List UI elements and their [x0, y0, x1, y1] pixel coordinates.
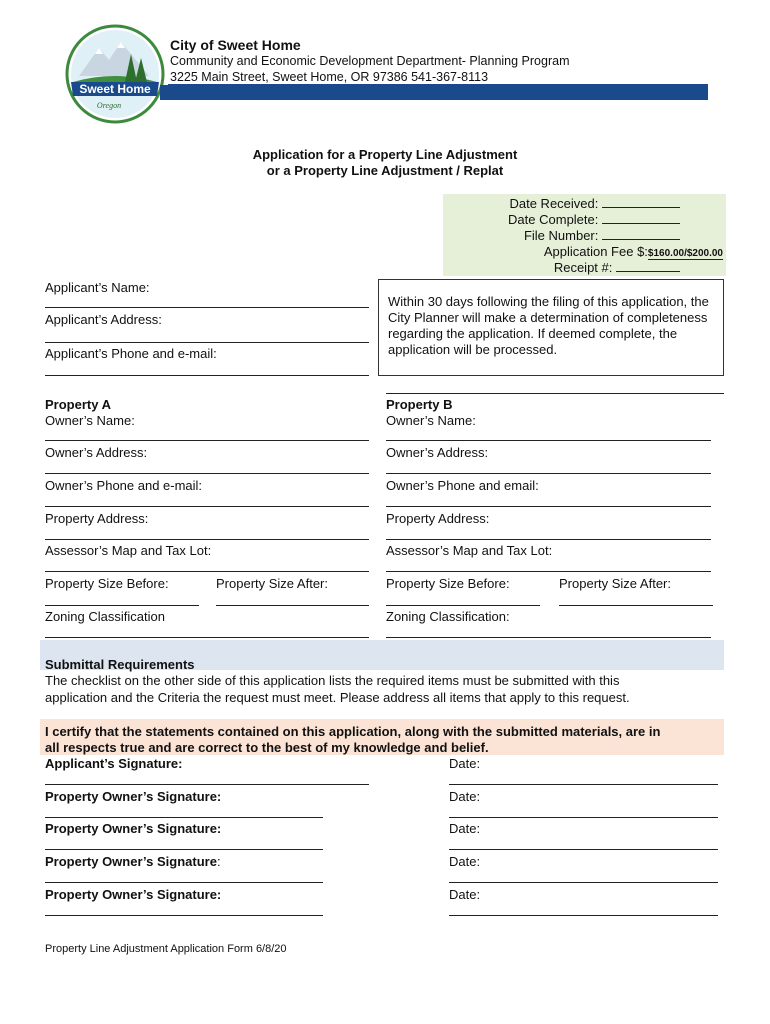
logo-text: Sweet Home: [79, 82, 151, 96]
application-fee-value: $160.00/$200.00: [647, 248, 723, 259]
certify-text-line2: all respects true and are correct to the best of my knowledge and belief.: [45, 740, 489, 755]
property-b-zoning-label: Zoning Classification:: [386, 609, 510, 624]
owner-date-field-4[interactable]: [449, 915, 718, 916]
owner-date-field-2[interactable]: [449, 849, 718, 850]
owner-signature-label-3-colon: :: [216, 854, 221, 869]
org-address: 3225 Main Street, Sweet Home, OR 97386 541-367-8113: [170, 70, 489, 84]
file-number-field[interactable]: [602, 228, 680, 240]
file-number-row: [524, 228, 680, 244]
property-a-size-before-field[interactable]: [45, 605, 199, 606]
applicant-name-label: Applicant’s Name:: [45, 280, 150, 295]
property-b-owner-name-label: Owner’s Name:: [386, 413, 476, 428]
applicant-address-label: Applicant’s Address:: [45, 312, 162, 327]
property-b-map-tax-lot-field[interactable]: [386, 571, 711, 572]
property-a-zoning-field[interactable]: [45, 637, 369, 638]
date-complete-row: [508, 212, 680, 228]
certify-text-line1: I certify that the statements contained on this application, along with the submitted materials, are in: [45, 724, 661, 739]
completeness-note-box: [378, 279, 724, 376]
file-number-label: File Number:: [523, 228, 599, 243]
owner-date-label-1: Date:: [449, 789, 481, 804]
property-b-heading: Property B: [386, 397, 453, 412]
date-received-field[interactable]: [602, 196, 680, 208]
owner-signature-label-3: [45, 854, 221, 870]
office-use-box: [443, 194, 726, 276]
property-a-zoning-label: Zoning Classification: [45, 609, 165, 624]
property-a-owner-phone-label: Owner’s Phone and e-mail:: [45, 478, 203, 493]
owner-signature-field-2[interactable]: [45, 849, 323, 850]
applicant-date-field[interactable]: [449, 784, 718, 785]
logo-subtext: Oregon: [96, 101, 122, 110]
form-title-line2: or a Property Line Adjustment / Replat: [266, 163, 504, 178]
property-a-owner-name-field[interactable]: [45, 440, 369, 441]
receipt-label: Receipt #:: [553, 260, 613, 275]
property-b-owner-address-field[interactable]: [386, 473, 711, 474]
owner-date-label-2: Date:: [449, 821, 481, 836]
property-a-owner-address-field[interactable]: [45, 473, 369, 474]
property-b-size-after-label: Property Size After:: [559, 576, 671, 591]
receipt-row: [554, 260, 680, 276]
org-name: City of Sweet Home: [170, 37, 301, 53]
owner-signature-field-1[interactable]: [45, 817, 323, 818]
completeness-note: Within 30 days following the filing of this application, the City Planner will make a determination of completeness regarding the application. If deemed complete, the application will be processed.: [388, 294, 709, 357]
applicant-signature-field[interactable]: [45, 784, 369, 785]
owner-date-label-3: Date:: [449, 854, 481, 869]
owner-date-field-1[interactable]: [449, 817, 718, 818]
property-b-size-before-field[interactable]: [386, 605, 540, 606]
application-fee-label: Application Fee $:: [543, 244, 648, 259]
date-complete-label: Date Complete:: [508, 212, 599, 227]
header-bar: [160, 85, 708, 100]
applicant-name-field[interactable]: [45, 307, 369, 308]
property-a-address-label: Property Address:: [45, 511, 149, 526]
property-a-owner-address-label: Owner’s Address:: [45, 445, 148, 460]
applicant-address-field[interactable]: [45, 342, 369, 343]
property-b-address-label: Property Address:: [386, 511, 490, 526]
receipt-field[interactable]: [616, 260, 680, 272]
applicant-phone-label: Applicant’s Phone and e-mail:: [45, 346, 217, 361]
applicant-signature-label: Applicant’s Signature:: [45, 756, 183, 771]
date-received-label: Date Received:: [509, 196, 599, 211]
org-department: Community and Economic Development Department- Planning Program: [170, 54, 570, 68]
form-title-line1: Application for a Property Line Adjustment: [252, 147, 518, 162]
owner-date-label-4: Date:: [449, 887, 481, 902]
property-b-map-tax-lot-label: Assessor’s Map and Tax Lot:: [386, 543, 553, 558]
property-a-heading: Property A: [45, 397, 111, 412]
property-a-size-after-label: Property Size After:: [216, 576, 328, 591]
property-b-zoning-field[interactable]: [386, 637, 711, 638]
submittal-heading: Submittal Requirements: [45, 657, 195, 672]
applicant-phone-field[interactable]: [45, 375, 369, 376]
owner-date-field-3[interactable]: [449, 882, 718, 883]
property-b-address-field[interactable]: [386, 539, 711, 540]
property-a-owner-phone-field[interactable]: [45, 506, 369, 507]
date-received-row: [509, 196, 680, 212]
property-b-owner-phone-label: Owner’s Phone and email:: [386, 478, 539, 493]
owner-signature-label-1: Property Owner’s Signature:: [45, 789, 222, 804]
section-rule: [386, 393, 724, 394]
owner-signature-label-4: Property Owner’s Signature:: [45, 887, 222, 902]
property-a-address-field[interactable]: [45, 539, 369, 540]
owner-signature-label-3-text: Property Owner’s Signature: [45, 854, 217, 869]
property-b-size-after-field[interactable]: [559, 605, 713, 606]
property-a-size-before-label: Property Size Before:: [45, 576, 169, 591]
property-a-owner-name-label: Owner’s Name:: [45, 413, 135, 428]
submittal-text-line1: The checklist on the other side of this application lists the required items must be submitted with this: [45, 673, 620, 688]
property-b-size-before-label: Property Size Before:: [386, 576, 510, 591]
owner-signature-label-2: Property Owner’s Signature:: [45, 821, 222, 836]
property-b-owner-address-label: Owner’s Address:: [386, 445, 489, 460]
city-logo: [65, 24, 165, 124]
owner-signature-field-4[interactable]: [45, 915, 323, 916]
owner-signature-field-3[interactable]: [45, 882, 323, 883]
form-footer: Property Line Adjustment Application Form 6/8/20: [45, 943, 287, 955]
property-a-map-tax-lot-label: Assessor’s Map and Tax Lot:: [45, 543, 212, 558]
submittal-text-line2: application and the Criteria the request must meet. Please address all items that apply to this request.: [45, 690, 630, 705]
property-b-owner-name-field[interactable]: [386, 440, 711, 441]
property-a-size-after-field[interactable]: [216, 605, 369, 606]
date-complete-field[interactable]: [602, 212, 680, 224]
applicant-date-label: Date:: [449, 756, 481, 771]
property-a-map-tax-lot-field[interactable]: [45, 571, 369, 572]
property-b-owner-phone-field[interactable]: [386, 506, 711, 507]
